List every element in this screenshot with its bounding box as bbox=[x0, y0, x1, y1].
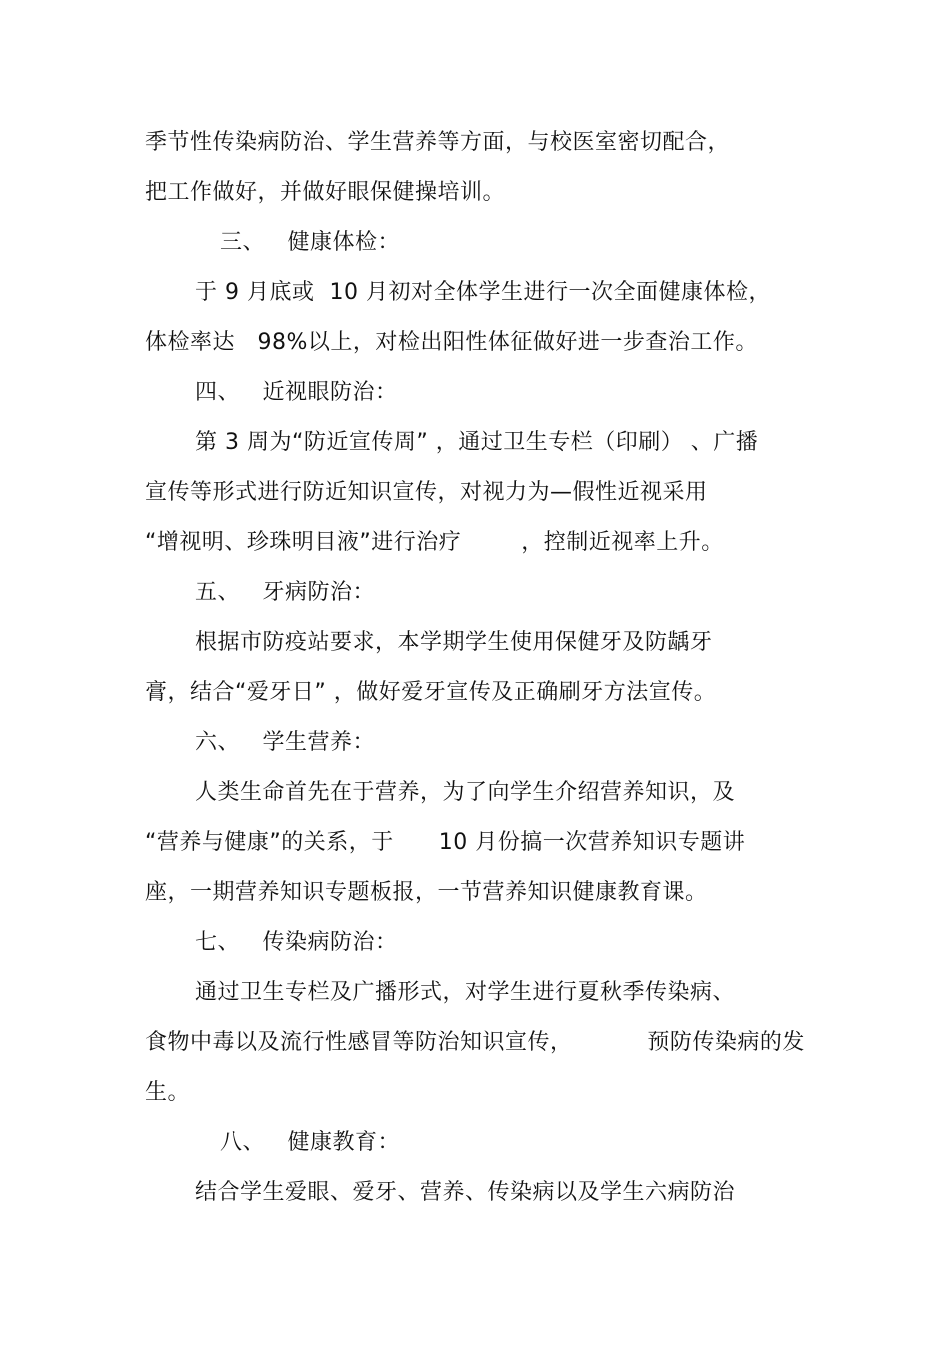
section-heading-8: 八、 健康教育： bbox=[220, 1130, 400, 1155]
paragraph-line: 把工作做好，并做好眼保健操培训。 bbox=[145, 180, 506, 205]
paragraph-line: 体检率达 98%以上，对检出阳性体征做好进一步查治工作。 bbox=[145, 330, 758, 355]
paragraph-line: 根据市防疫站要求，本学期学生使用保健牙及防龋牙 bbox=[195, 630, 713, 655]
paragraph-line: 食物中毒以及流行性感冒等防治知识宣传， 预防传染病的发 bbox=[145, 1030, 805, 1055]
paragraph-line: 于 9 月底或 10 月初对全体学生进行一次全面健康体检， bbox=[195, 280, 771, 305]
paragraph-line: 第 3 周为“防近宣传周” ，通过卫生专栏（印刷） 、广播 bbox=[195, 430, 759, 455]
paragraph-line: 结合学生爱眼、爱牙、营养、传染病以及学生六病防治 bbox=[195, 1180, 736, 1205]
paragraph-line: 膏，结合“爱牙日” ，做好爱牙宣传及正确刷牙方法宣传。 bbox=[145, 680, 717, 705]
paragraph-line: 座，一期营养知识专题板报，一节营养知识健康教育课。 bbox=[145, 880, 708, 905]
section-heading-7: 七、 传染病防治： bbox=[195, 930, 398, 955]
paragraph-line: “增视明、珍珠明目液”进行治疗 ，控制近视率上升。 bbox=[145, 530, 724, 555]
paragraph-line: 宣传等形式进行防近知识宣传，对视力为—假性近视采用 bbox=[145, 480, 708, 505]
section-heading-5: 五、 牙病防治： bbox=[195, 580, 375, 605]
section-heading-3: 三、 健康体检： bbox=[220, 230, 400, 255]
section-heading-4: 四、 近视眼防治： bbox=[195, 380, 398, 405]
paragraph-line: 通过卫生专栏及广播形式，对学生进行夏秋季传染病、 bbox=[195, 980, 736, 1005]
paragraph-line: 生。 bbox=[145, 1080, 191, 1105]
section-heading-6: 六、 学生营养： bbox=[195, 730, 375, 755]
paragraph-line: “营养与健康”的关系，于 10 月份搞一次营养知识专题讲 bbox=[145, 830, 746, 855]
paragraph-line: 人类生命首先在于营养，为了向学生介绍营养知识，及 bbox=[195, 780, 736, 805]
paragraph-line: 季节性传染病防治、学生营养等方面，与校医室密切配合， bbox=[145, 130, 731, 155]
